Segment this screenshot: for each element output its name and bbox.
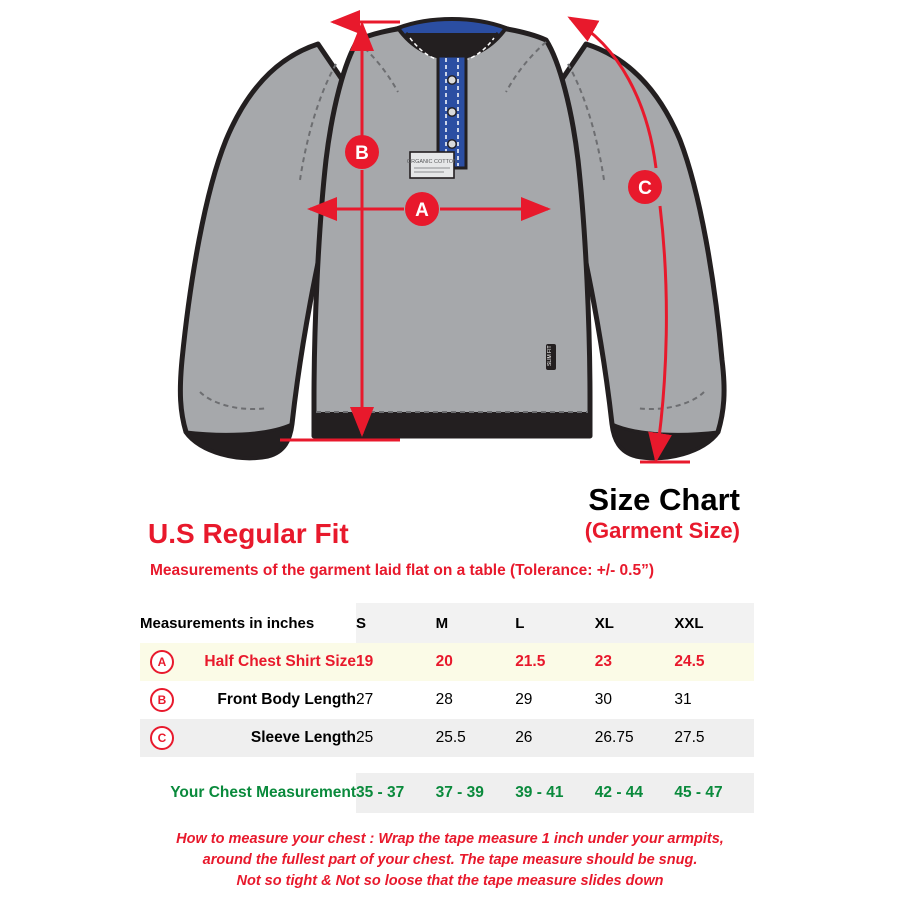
brand-tag-graphic (407, 152, 457, 178)
cell-sleeve-length-m: 25.5 (436, 719, 516, 757)
row-label-text-sleeve-length: Sleeve Length (250, 729, 356, 746)
svg-text:C: C (638, 178, 652, 199)
cell-half-chest-xxl: 24.5 (674, 643, 754, 681)
table-header-row (140, 603, 754, 643)
badge-a-icon: A (150, 650, 174, 674)
cell-half-chest-l: 21.5 (515, 643, 595, 681)
size-table (140, 603, 754, 813)
svg-text:SLIM FIT: SLIM FIT (547, 345, 553, 366)
row-label-half-chest (140, 643, 356, 681)
cell-your-chest-xxl: 45 - 47 (674, 773, 754, 813)
how-to-measure-line-3: Not so tight & Not so loose that the tape measure slides down (236, 873, 664, 889)
size-chart-subtitle: (Garment Size) (584, 518, 740, 543)
row-label-text-front-body-length: Front Body Length (217, 691, 356, 708)
cell-half-chest-m: 20 (436, 643, 516, 681)
how-to-measure-line-1-rest: Wrap the tape measure 1 inch under your armpits, (374, 831, 724, 847)
cell-sleeve-length-s: 25 (356, 719, 436, 757)
table-row-half-chest (140, 643, 754, 681)
cell-front-body-length-xl: 30 (595, 681, 675, 719)
cell-sleeve-length-l: 26 (515, 719, 595, 757)
cell-your-chest-xl: 42 - 44 (595, 773, 675, 813)
table-spacer-cell (140, 757, 754, 773)
row-label-your-chest-measurement: Your Chest Measurement (140, 773, 356, 813)
how-to-measure-lead: How to measure your chest : (176, 831, 375, 847)
cell-front-body-length-s: 27 (356, 681, 436, 719)
row-label-sleeve-length (140, 719, 356, 757)
hem-tag-graphic (546, 344, 556, 370)
table-row-sleeve-length (140, 719, 754, 757)
row-label-text-half-chest: Half Chest Shirt Size (204, 653, 356, 670)
cell-front-body-length-m: 28 (436, 681, 516, 719)
cell-half-chest-xl: 23 (595, 643, 675, 681)
header-measurements-label: Measurements in inches (140, 603, 356, 643)
svg-text:B: B (355, 143, 369, 164)
svg-text:ORGANIC COTTON: ORGANIC COTTON (406, 159, 458, 165)
cell-your-chest-s: 35 - 37 (356, 773, 436, 813)
how-to-measure-line-1 (0, 829, 900, 850)
svg-text:A: A (415, 200, 429, 221)
header-size-xl: XL (595, 603, 675, 643)
cell-front-body-length-xxl: 31 (674, 681, 754, 719)
badge-c-icon: C (150, 726, 174, 750)
cell-your-chest-m: 37 - 39 (436, 773, 516, 813)
cell-sleeve-length-xxl: 27.5 (674, 719, 754, 757)
table-row-front-body-length (140, 681, 754, 719)
size-chart-title: Size Chart (588, 482, 740, 517)
measurement-note: Measurements of the garment laid flat on a table (Tolerance: +/- 0.5”) (150, 562, 655, 579)
cell-sleeve-length-xl: 26.75 (595, 719, 675, 757)
header-size-l: L (515, 603, 595, 643)
how-to-measure-line-2: around the fullest part of your chest. The tape measure should be snug. (202, 852, 698, 868)
cell-your-chest-l: 39 - 41 (515, 773, 595, 813)
how-to-measure-note (0, 829, 900, 892)
cell-half-chest-s: 19 (356, 643, 436, 681)
table-row-your-chest-measurement (140, 773, 754, 813)
table-spacer-row (140, 757, 754, 773)
shirt-graphic (180, 19, 724, 458)
fit-title: U.S Regular Fit (148, 518, 349, 549)
header-size-s: S (356, 603, 436, 643)
cell-front-body-length-l: 29 (515, 681, 595, 719)
row-label-front-body-length (140, 681, 356, 719)
header-size-xxl: XXL (674, 603, 754, 643)
header-size-m: M (436, 603, 516, 643)
badge-b-icon: B (150, 688, 174, 712)
